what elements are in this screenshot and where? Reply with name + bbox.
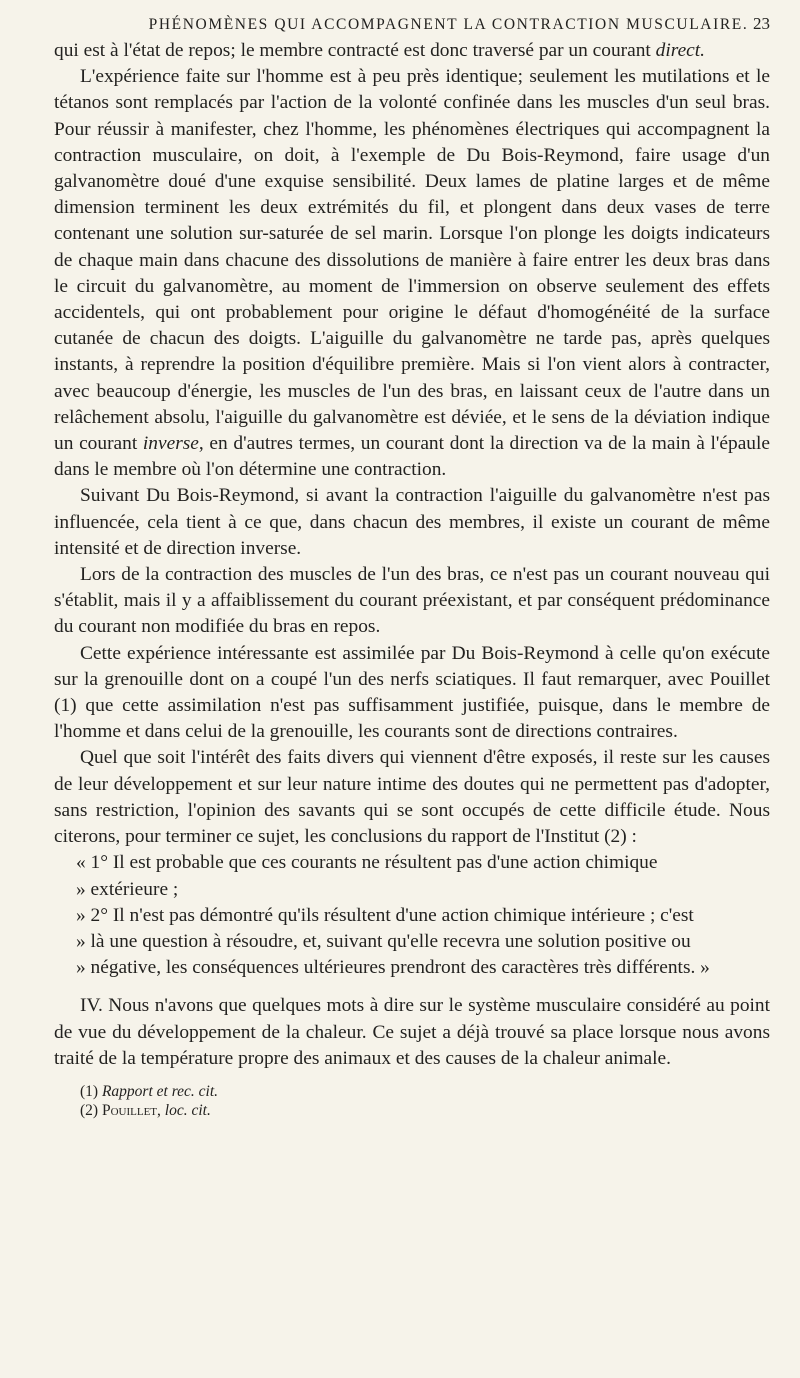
page-number: 23 <box>753 14 770 33</box>
footnote <box>54 1101 770 1120</box>
paragraph-text: L'expérience faite sur l'homme est à peu près identique; seulement les mutilations et le tétanos sont remplacés par l'action de la volonté confinée dans les muscles d'un seul bras. Pour réussir à manifester, chez l'homme, les phénomènes électriques qui accompagnent la contraction musculaire, on doit, à l'exemple de Du Bois-Reymond, faire usage d'un galvanomètre doué d'une exquise sensibilité. Deux lames de platine larges et de même dimension terminent les deux extrémités du fil, et plongent dans deux vases de terre contenant une solution sur-saturée de sel marin. Lorsque l'on plonge les doigts indicateurs de chaque main dans chacune des dissolutions de manière à faire entrer les deux bras dans le circuit du galvanomètre, au moment de l'immersion on observe seulement des effets accidentels, qui ont probablement pour origine le défaut d'homogénéité de la surface cutanée de chacun des doigts. L'aiguille du galvanomètre ne tarde pas, après quelques instants, à reprendre la position d'équilibre première. Mais si l'on vient alors à contracter, avec beaucoup d'énergie, les muscles de l'un des bras, en laissant ceux de l'autre dans un relâchement absolu, l'aiguille du galvanomètre est déviée, et le sens de la déviation indique un courant <box>54 66 770 455</box>
emphasis-text: inverse <box>142 433 199 455</box>
paragraph <box>54 64 770 483</box>
footnote-number: (2) <box>80 1101 102 1119</box>
quote-line: » extérieure ; <box>76 878 179 900</box>
quotation <box>54 850 770 981</box>
footnote-author: Pouillet, <box>101 1101 165 1119</box>
quote-line: » là une question à résoudre, et, suivant qu'elle recevra une solution positive ou <box>76 930 691 952</box>
paragraph: Suivant Du Bois-Reymond, si avant la contraction l'aiguille du galvanomètre n'est pas influencée, cela tient à ce que, dans chacun des membres, il existe un courant de même intensité et de direction inverse. <box>54 485 770 559</box>
running-head <box>54 14 770 38</box>
paragraph: IV. Nous n'avons que quelques mots à dire sur le système musculaire considéré au point de vue du développement de la chaleur. Ce sujet a déjà trouvé sa place lorsque nous avons traité de la température propre des animaux et des causes de la chaleur animale. <box>54 995 770 1069</box>
page <box>54 14 770 1120</box>
emphasis-text: direct. <box>655 40 706 61</box>
quote-line: » 2° Il n'est pas démontré qu'ils résultent d'une action chimique intérieure ; c'est <box>76 904 694 926</box>
footnote-text: loc. cit. <box>164 1101 211 1119</box>
running-title: PHÉNOMÈNES QUI ACCOMPAGNENT LA CONTRACTION MUSCULAIRE. <box>148 16 749 33</box>
quote-line: « 1° Il est probable que ces courants ne résultent pas d'une action chimique <box>76 852 658 874</box>
paragraph-continued <box>54 38 770 64</box>
paragraph-text: qui est à l'état de repos; le membre contracté est donc traversé par un courant <box>54 40 656 61</box>
paragraph: Lors de la contraction des muscles de l'un des bras, ce n'est pas un courant nouveau qui s'établit, mais il y a affaiblissement du courant préexistant, et par conséquent prédominance du courant non modifiée du bras en repos. <box>54 564 770 638</box>
footnotes <box>54 1082 770 1120</box>
quote-line: » négative, les conséquences ultérieures prendront des caractères très différents. » <box>76 957 710 979</box>
paragraph-text: , en d'autres termes, un courant dont la direction va de la main à l'épaule dans le membre où l'on détermine une contraction. <box>54 433 770 481</box>
paragraph: Cette expérience intéressante est assimilée par Du Bois-Reymond à celle qu'on exécute sur la grenouille dont on a coupé l'un des nerfs sciatiques. Il faut remarquer, avec Pouillet (1) que cette assimilation n'est pas suffisamment justifiée, puisque, dans le membre de l'homme et dans celui de la grenouille, les courants sont de directions contraires. <box>54 642 770 743</box>
body-text <box>54 38 770 1072</box>
paragraph: Quel que soit l'intérêt des faits divers qui viennent d'être exposés, il reste sur les causes de leur développement et sur leur nature intime des doutes qui ne permettent pas d'adopter, sans restriction, l'opinion des savants qui se sont occupés de cette difficile étude. Nous citerons, pour terminer ce sujet, les conclusions du rapport de l'Institut (2) : <box>54 747 770 848</box>
footnote-number: (1) <box>80 1082 102 1100</box>
footnote <box>54 1082 770 1101</box>
footnote-text: Rapport et rec. cit. <box>101 1082 219 1100</box>
